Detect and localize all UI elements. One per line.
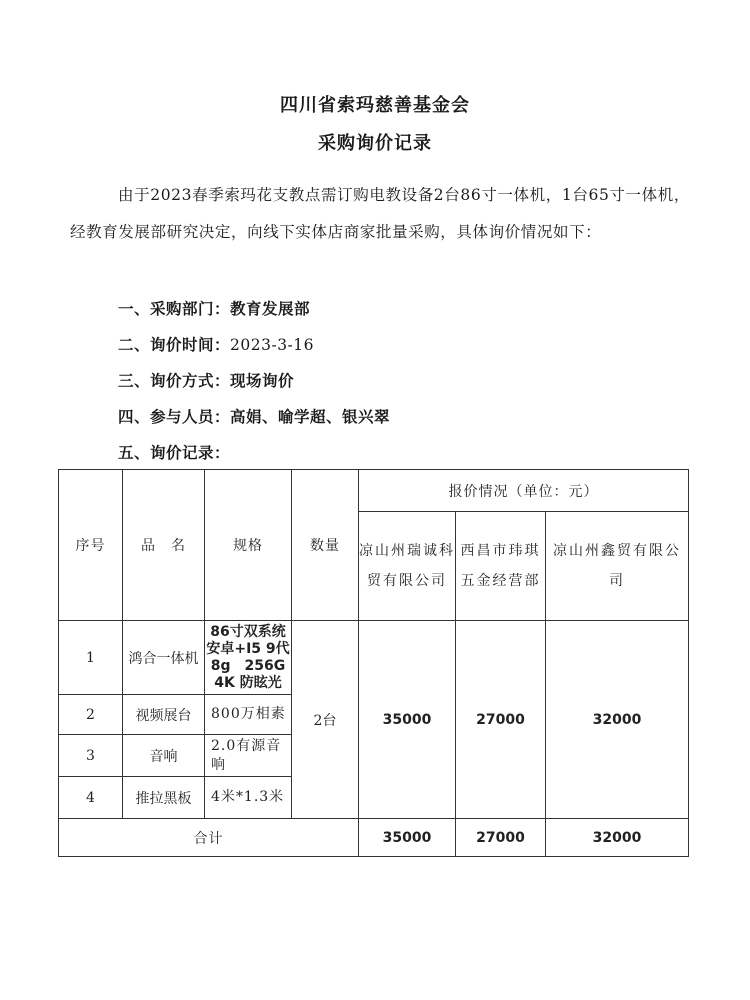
- inquiry-date: [118, 333, 314, 355]
- price-vendor-1: 35000: [359, 621, 456, 819]
- procurement-department: [118, 297, 310, 319]
- total-label: 合计: [59, 819, 359, 857]
- table-header-row: [59, 470, 689, 512]
- row-seq: 1: [59, 621, 123, 695]
- total-row: [59, 819, 689, 857]
- price-vendor-3: 32000: [546, 621, 689, 819]
- vendor-2: 西昌市玮琪五金经营部: [456, 512, 546, 621]
- spec-line: 800万相素: [211, 706, 286, 722]
- spec-line: 响: [211, 756, 226, 773]
- item-value: 现场询价: [230, 372, 295, 390]
- header-name: 品 名: [123, 470, 205, 621]
- header-seq: 序号: [59, 470, 123, 621]
- row-name: 视频展台: [123, 695, 205, 735]
- inquiry-method: [118, 369, 294, 391]
- intro-paragraph: 由于2023春季索玛花支教点需订购电教设备2台86寸一体机，1台65寸一体机，经教育发展部研究决定，向线下实体店商家批量采购，具体询价情况如下：: [70, 186, 690, 241]
- item-label: 二、询价时间：: [118, 336, 231, 354]
- spec-line: 安卓+I5 9代: [206, 640, 290, 657]
- spec-line: 86寸双系统: [210, 623, 286, 640]
- item-label: 四、参与人员：: [118, 408, 231, 426]
- row-spec: [205, 735, 292, 777]
- table-row: [59, 621, 689, 695]
- row-name: 鸿合一体机: [123, 621, 205, 695]
- item-value: 教育发展部: [230, 300, 311, 318]
- item-value: 高娟、喻学超、银兴翠: [230, 408, 391, 426]
- row-name: 推拉黑板: [123, 777, 205, 819]
- price-vendor-2: 27000: [456, 621, 546, 819]
- quantity-cell: 2台: [292, 621, 359, 819]
- participants: [118, 405, 390, 427]
- total-vendor-2: 27000: [456, 819, 546, 857]
- inquiry-record-heading: [118, 441, 230, 463]
- inquiry-table: [58, 469, 689, 857]
- total-vendor-3: 32000: [546, 819, 689, 857]
- total-vendor-1: 35000: [359, 819, 456, 857]
- row-seq: 3: [59, 735, 123, 777]
- document-title: 采购询价记录: [318, 133, 432, 154]
- spec-line: 4米*1.3米: [211, 789, 285, 805]
- vendor-3: 凉山州鑫贸有限公司: [546, 512, 689, 621]
- item-label: 五、询价记录：: [118, 444, 231, 462]
- spec-line: 4K 防眩光: [214, 674, 282, 691]
- header-qty: 数量: [292, 470, 359, 621]
- spec-line: 8g 256G: [210, 657, 286, 674]
- row-spec: [205, 777, 292, 819]
- row-spec: [205, 695, 292, 735]
- spec-line: 2.0有源音: [211, 737, 282, 754]
- item-label: 一、采购部门：: [118, 300, 231, 318]
- row-name: 音响: [123, 735, 205, 777]
- item-value: 2023-3-16: [230, 336, 315, 354]
- org-title: 四川省索玛慈善基金会: [280, 95, 470, 116]
- row-spec: [205, 621, 292, 695]
- row-seq: 2: [59, 695, 123, 735]
- header-quote: 报价情况（单位：元）: [359, 470, 689, 512]
- vendor-1: 凉山州瑞诚科贸有限公司: [359, 512, 456, 621]
- item-label: 三、询价方式：: [118, 372, 231, 390]
- header-spec: 规格: [205, 470, 292, 621]
- row-seq: 4: [59, 777, 123, 819]
